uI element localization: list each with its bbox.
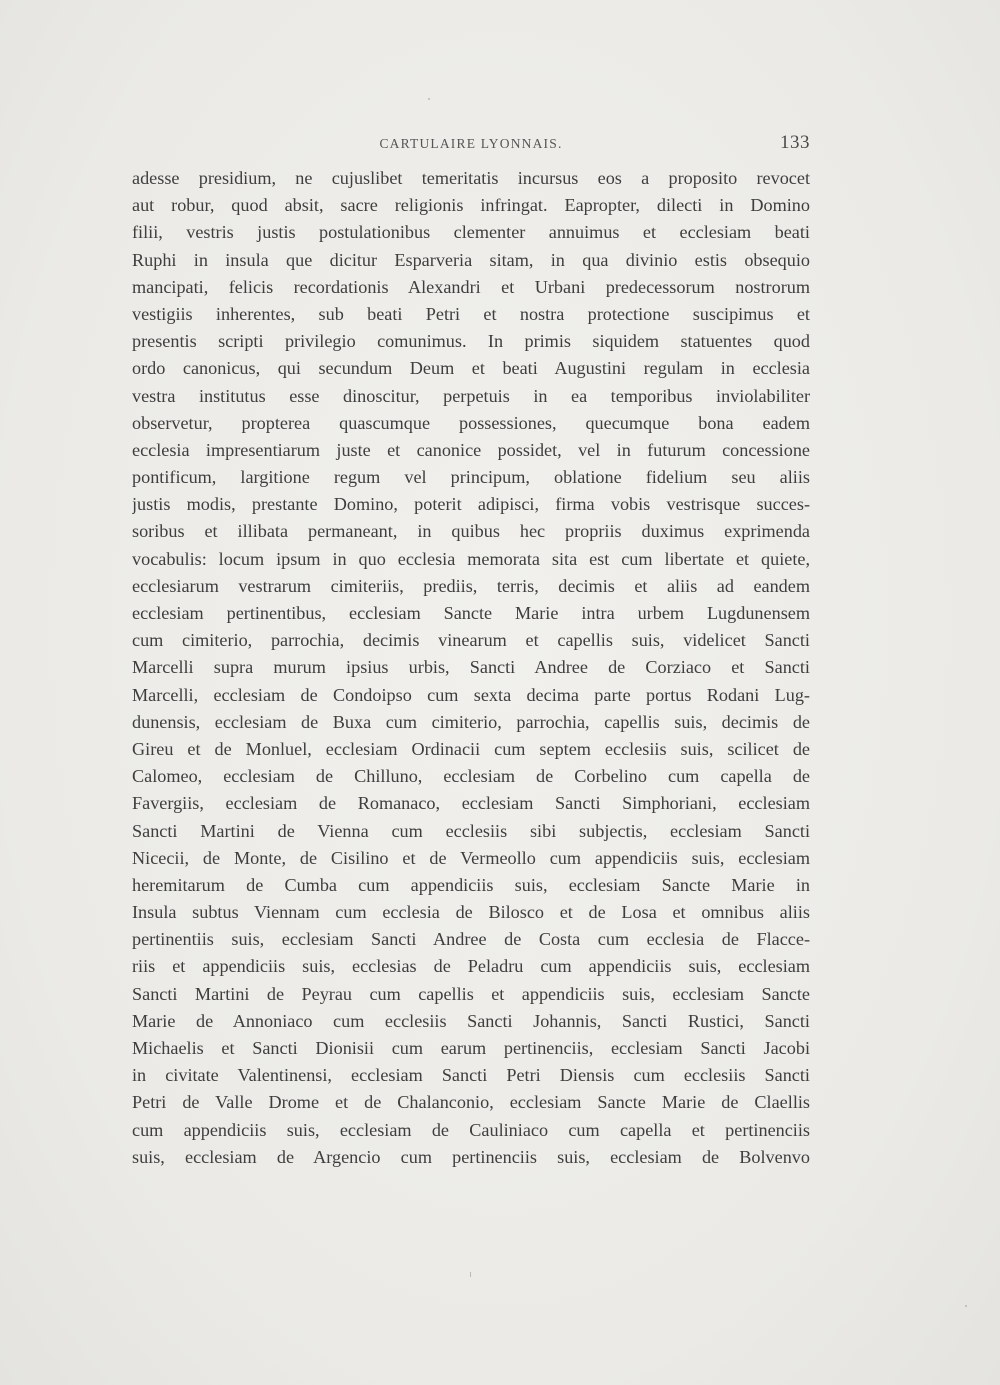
text-line: vestigiis inherentes, sub beati Petri et nostra protectione suscipimus et	[132, 303, 810, 324]
text-line: Marie de Annoniaco cum ecclesiis Sancti Johannis, Sancti Rustici, Sancti	[132, 1010, 810, 1031]
text-line: vocabulis: locum ipsum in quo ecclesia memorata sita est cum libertate et quiete,	[132, 548, 810, 569]
text-line: ecclesiam pertinentibus, ecclesiam Sancte Marie intra urbem Lugdunensem	[132, 603, 810, 623]
text-line: cum cimiterio, parrochia, decimis vinearum et capellis suis, videlicet Sancti	[132, 630, 810, 651]
text-line: presentis scripti privilegio comunimus. In primis siquidem statuentes quod	[132, 331, 810, 352]
paper-speck	[470, 1272, 471, 1277]
text-line: Insula subtus Viennam cum ecclesia de Bilosco et de Losa et omnibus aliis	[132, 902, 810, 923]
text-line: pontificum, largitione regum vel principum, oblatione fidelium seu aliis	[132, 467, 810, 488]
text-line: Ruphi in insula que dicitur Esparveria sitam, in qua divinio estis obsequio	[132, 249, 810, 270]
text-line: riis et appendiciis suis, ecclesias de Peladru cum appendiciis suis, ecclesiam	[132, 956, 810, 977]
text-line: observetur, propterea quascumque possessiones, quecumque bona eadem	[132, 412, 810, 433]
text-line: Gireu et de Monluel, ecclesiam Ordinacii cum septem ecclesiis suis, scilicet de	[132, 738, 810, 759]
text-line: aut robur, quod absit, sacre religionis infringat. Eapropter, dilecti in Domino	[132, 195, 810, 216]
text-line: ecclesiarum vestrarum cimiteriis, prediis, terris, decimis et aliis ad eandem	[132, 575, 810, 596]
paper-speck	[428, 98, 430, 100]
text-line: Sancti Martini de Vienna cum ecclesiis sibi subjectis, ecclesiam Sancti	[132, 820, 810, 841]
text-line: heremitarum de Cumba cum appendiciis suis, ecclesiam Sancte Marie in	[132, 874, 810, 895]
text-line: Sancti Martini de Peyrau cum capellis et appendiciis suis, ecclesiam Sancte	[132, 983, 810, 1004]
text-line: Nicecii, de Monte, de Cisilino et de Vermeollo cum appendiciis suis, ecclesiam	[132, 847, 810, 868]
running-title: CARTULAIRE LYONNAIS.	[379, 136, 563, 151]
text-line: dunensis, ecclesiam de Buxa cum cimiterio, parrochia, capellis suis, decimis de	[132, 711, 810, 732]
text-line: justis modis, prestante Domino, poterit adipisci, firma vobis vestrisque succes-	[132, 494, 810, 515]
text-line: mancipati, felicis recordationis Alexandri et Urbani predecessorum nostrorum	[132, 276, 810, 297]
text-line: Marcelli, ecclesiam de Condoipso cum sexta decima parte portus Rodani Lug-	[132, 684, 810, 705]
text-line: vestra institutus esse dinoscitur, perpetuis in ea temporibus inviolabiliter	[132, 385, 810, 406]
text-line: Michaelis et Sancti Dionisii cum earum pertinenciis, ecclesiam Sancti Jacobi	[132, 1038, 810, 1058]
text-line: Marcelli supra murum ipsius urbis, Sancti Andree de Corziaco et Sancti	[132, 657, 810, 678]
text-line: Petri de Valle Drome et de Chalanconio, ecclesiam Sancte Marie de Claellis	[132, 1092, 810, 1113]
text-line: pertinentiis suis, ecclesiam Sancti Andree de Costa cum ecclesia de Flacce-	[132, 929, 810, 950]
text-line: suis, ecclesiam de Argencio cum pertinenciis suis, ecclesiam de Bolvenvo	[132, 1146, 810, 1167]
body-text	[132, 165, 810, 1171]
text-line: cum appendiciis suis, ecclesiam de Cauliniaco cum capella et pertinenciis	[132, 1119, 810, 1140]
text-line: filii, vestris justis postulationibus clementer annuimus et ecclesiam beati	[132, 222, 810, 243]
paper-speck	[965, 1305, 967, 1307]
text-line: in civitate Valentinensi, ecclesiam Sancti Petri Diensis cum ecclesiis Sancti	[132, 1065, 810, 1086]
running-head	[132, 134, 810, 156]
text-line: ecclesia impresentiarum juste et canonice possidet, vel in futurum concessione	[132, 439, 810, 460]
text-line: soribus et illibata permaneant, in quibus hec propriis duximus exprimenda	[132, 521, 810, 542]
page-number: 133	[780, 132, 810, 153]
text-line: adesse presidium, ne cujuslibet temeritatis incursus eos a proposito revocet	[132, 168, 810, 188]
text-line: Calomeo, ecclesiam de Chilluno, ecclesiam de Corbelino cum capella de	[132, 766, 810, 787]
text-line: Favergiis, ecclesiam de Romanaco, ecclesiam Sancti Simphoriani, ecclesiam	[132, 793, 810, 814]
text-line: ordo canonicus, qui secundum Deum et beati Augustini regulam in ecclesia	[132, 358, 810, 379]
